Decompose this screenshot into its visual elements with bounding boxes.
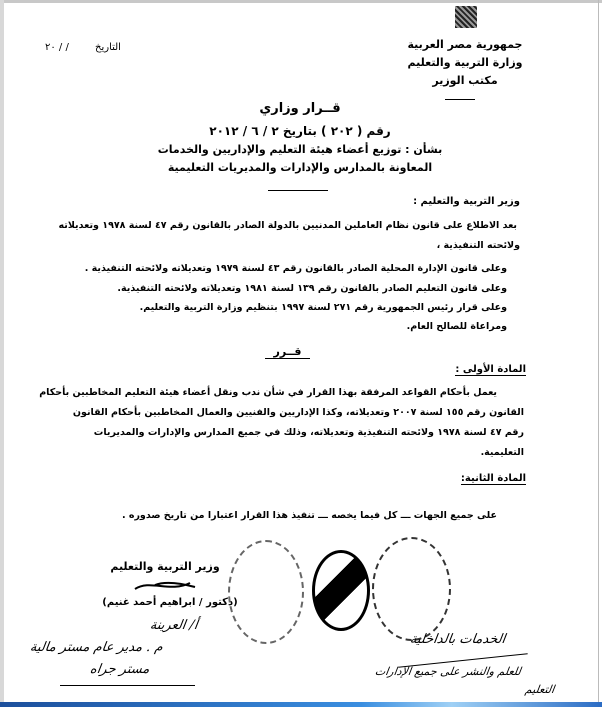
preamble-addressee: وزير التربية والتعليم :	[413, 196, 520, 207]
article1-heading: المادة الأولى :	[455, 364, 526, 375]
preamble-p1-line1: بعد الاطلاع على قانون نظام العاملين المدنيين بالدولة الصادر بالقانون رقم ٤٧ لسنة ١٩٧٨ وتعديلاته	[58, 220, 517, 231]
date-value: / / ٢٠	[45, 42, 69, 53]
article1-line3: رقم ٤٧ لسنة ١٩٧٨ ولائحته التنفيذية وتعديلاته، وذلك في جميع المدارس والإدارات والمديريات	[93, 427, 524, 438]
handwritten-note-right-1: الخدمات بالداخلية	[408, 632, 507, 647]
header-divider	[445, 99, 475, 100]
handwritten-note-left-2: م . مدير عام مستر مالية	[28, 640, 164, 655]
preamble-p5: ومراعاة للصالح العام.	[406, 321, 507, 332]
decree-title: قــرار وزاري	[259, 101, 341, 116]
handwritten-underline-left	[60, 685, 195, 686]
official-stamp-middle	[312, 550, 370, 631]
decided-heading: قــرر	[265, 345, 310, 359]
article1-line4: التعليمية.	[480, 447, 524, 458]
signatory-name: (دكتور / ابراهيم أحمد غنيم)	[102, 597, 238, 608]
eagle-emblem-icon	[455, 6, 477, 28]
header-office: مكتب الوزير	[432, 74, 498, 87]
preamble-p2: وعلى قانون الإدارة المحلية الصادر بالقانون رقم ٤٣ لسنة ١٩٧٩ وتعديلاته ولائحته التنفيذية .	[84, 263, 507, 274]
viewer-frame-left	[0, 0, 4, 707]
minister-signature	[130, 575, 200, 595]
header-ministry: وزارة التربية والتعليم	[407, 56, 523, 69]
article2-heading: المادة الثانية:	[460, 473, 526, 484]
viewer-frame-right	[598, 0, 599, 707]
article2-text: على جميع الجهات ـــ كل فيما يخصه ـــ تنفيذ هذا القرار اعتبارا من تاريخ صدوره .	[121, 510, 497, 521]
preamble-p4: وعلى قرار رئيس الجمهورية رقم ٢٧١ لسنة ١٩٩٧ بتنظيم وزارة التربية والتعليم.	[139, 302, 507, 313]
official-stamp-left	[228, 540, 304, 644]
official-stamp-right	[372, 537, 451, 641]
decree-number: رقم ( ٢٠٢ ) بتاريخ ٢ / ٦ / ٢٠١٢	[209, 124, 391, 138]
decree-subject-2: المعاونة بالمدارس والإدارات والمديريات التعليمية	[167, 161, 433, 174]
article1-line1: يعمل بأحكام القواعد المرفقة بهذا القرار في شأن ندب ونقل أعضاء هيئة التعليم المخاطبين بأحكام	[39, 387, 497, 398]
preamble-p1-line2: ولائحته التنفيذية ،	[436, 240, 520, 251]
header-country: جمهورية مصر العربية	[407, 38, 523, 51]
article1-line2: القانون رقم ١٥٥ لسنة ٢٠٠٧ وتعديلاته، وكذا الإداريين والفنيين والعمال المخاطبين بأحكام القانون	[72, 407, 524, 418]
handwritten-note-right-3: التعليم	[524, 683, 556, 696]
handwritten-note-left-3: مستر جراه	[88, 662, 151, 677]
title-divider	[268, 190, 328, 191]
decree-subject-1: بشأن : توزيع أعضاء هيئة التعليم والإداريين والخدمات	[157, 143, 443, 156]
taskbar	[0, 702, 602, 707]
handwritten-note-left-1: أ/ العرينة	[148, 618, 199, 633]
preamble-p3: وعلى قانون التعليم الصادر بالقانون رقم ١٣٩ لسنة ١٩٨١ وتعديلاته ولائحته التنفيذية.	[117, 283, 507, 294]
date-label: التاريخ	[95, 42, 121, 53]
handwritten-note-right-2: للعلم والنشر على جميع الإدارات	[374, 665, 522, 678]
signatory-title: وزير التربية والتعليم	[110, 560, 220, 573]
viewer-frame-top	[0, 0, 602, 3]
